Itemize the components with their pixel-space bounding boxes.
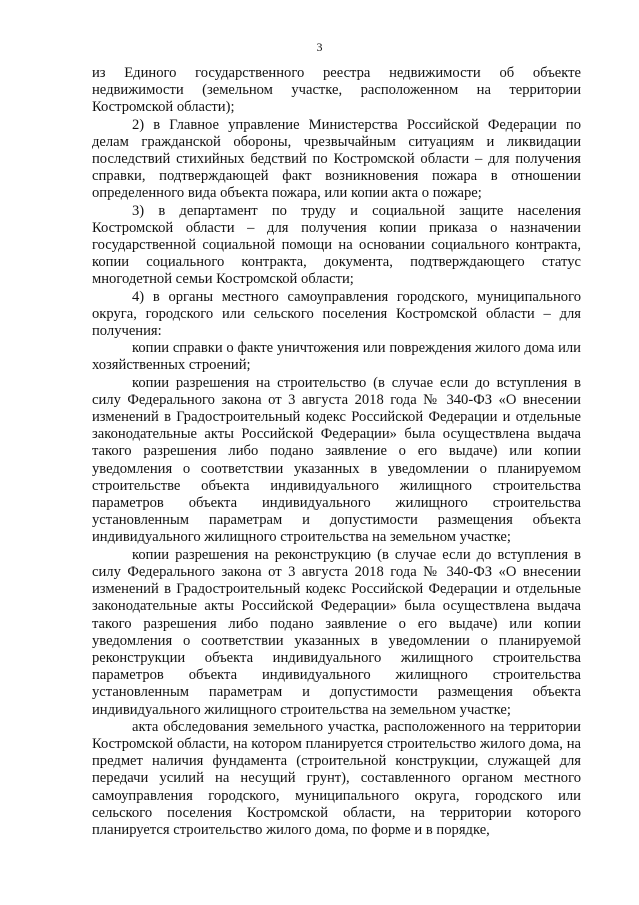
paragraph-certificate-copies: копии справки о факте уничтожения или повреждения жилого дома или хозяйственных строений; bbox=[92, 340, 581, 374]
paragraph-reconstruction-permit: копии разрешения на реконструкцию (в случае если до вступления в силу Федерального закона от 3 августа 2018 года № 340-ФЗ «О внесении изменений в Градостроительный кодекс Российской Федерации и отдельные законодательные акты Российской Федерации» была осуществлена выдача такого разрешения либо подано заявление о его выдаче) или копии уведомления о соответствии указанных в уведомлении о планируемой реконструкции объекта индивидуального жилищного строительства параметров объекта индивидуального жилищного строительства установленным параметрам и допустимости размещения объекта индивидуального жилищного строительства на земельном участке; bbox=[92, 546, 581, 718]
paragraph-item-2: 2) в Главное управление Министерства Российской Федерации по делам гражданской обороны, чрезвычайным ситуациям и ликвидации последствий стихийных бедствий по Костромской области – для получения справки, подтверждающей факт возникновения пожара в отношении определенного вида объекта пожара, или копии акта о пожаре; bbox=[92, 116, 581, 202]
document-body bbox=[92, 65, 581, 839]
page-number: 3 bbox=[316, 40, 323, 54]
paragraph-inspection-act: акта обследования земельного участка, расположенного на территории Костромской области, на котором планируется строительство жилого дома, на предмет наличия фундамента (строительной конструкции, служащей для передачи усилий на несущий грунт), составленного органом местного самоуправления городского, муниципального округа, городского или сельского поселения Костромской области, на территории которого планируется строительство жилого дома, по форме и в порядке, bbox=[92, 718, 581, 838]
paragraph-continuation: из Единого государственного реестра недвижимости об объекте недвижимости (земельном участке, расположенном на территории Костромской области); bbox=[92, 65, 581, 116]
paragraph-item-4: 4) в органы местного самоуправления городского, муниципального округа, городского или сельского поселения Костромской области – для получения: bbox=[92, 288, 581, 340]
paragraph-item-3: 3) в департамент по труду и социальной защите населения Костромской области – для получения копии приказа о назначении государственной социальной помощи на основании социального контракта, копии социального контракта, документа, подтверждающего статус многодетной семьи Костромской области; bbox=[92, 202, 581, 288]
paragraph-construction-permit: копии разрешения на строительство (в случае если до вступления в силу Федерального закона от 3 августа 2018 года № 340-ФЗ «О внесении изменений в Градостроительный кодекс Российской Федерации и отдельные законодательные акты Российской Федерации» была осуществлена выдача такого разрешения либо подано заявление о его выдаче) или копии уведомления о соответствии указанных в уведомлении о планируемом строительстве объекта индивидуального жилищного строительства параметров объекта индивидуального жилищного строительства установленным параметрам и допустимости размещения объекта индивидуального жилищного строительства на земельном участке; bbox=[92, 374, 581, 546]
